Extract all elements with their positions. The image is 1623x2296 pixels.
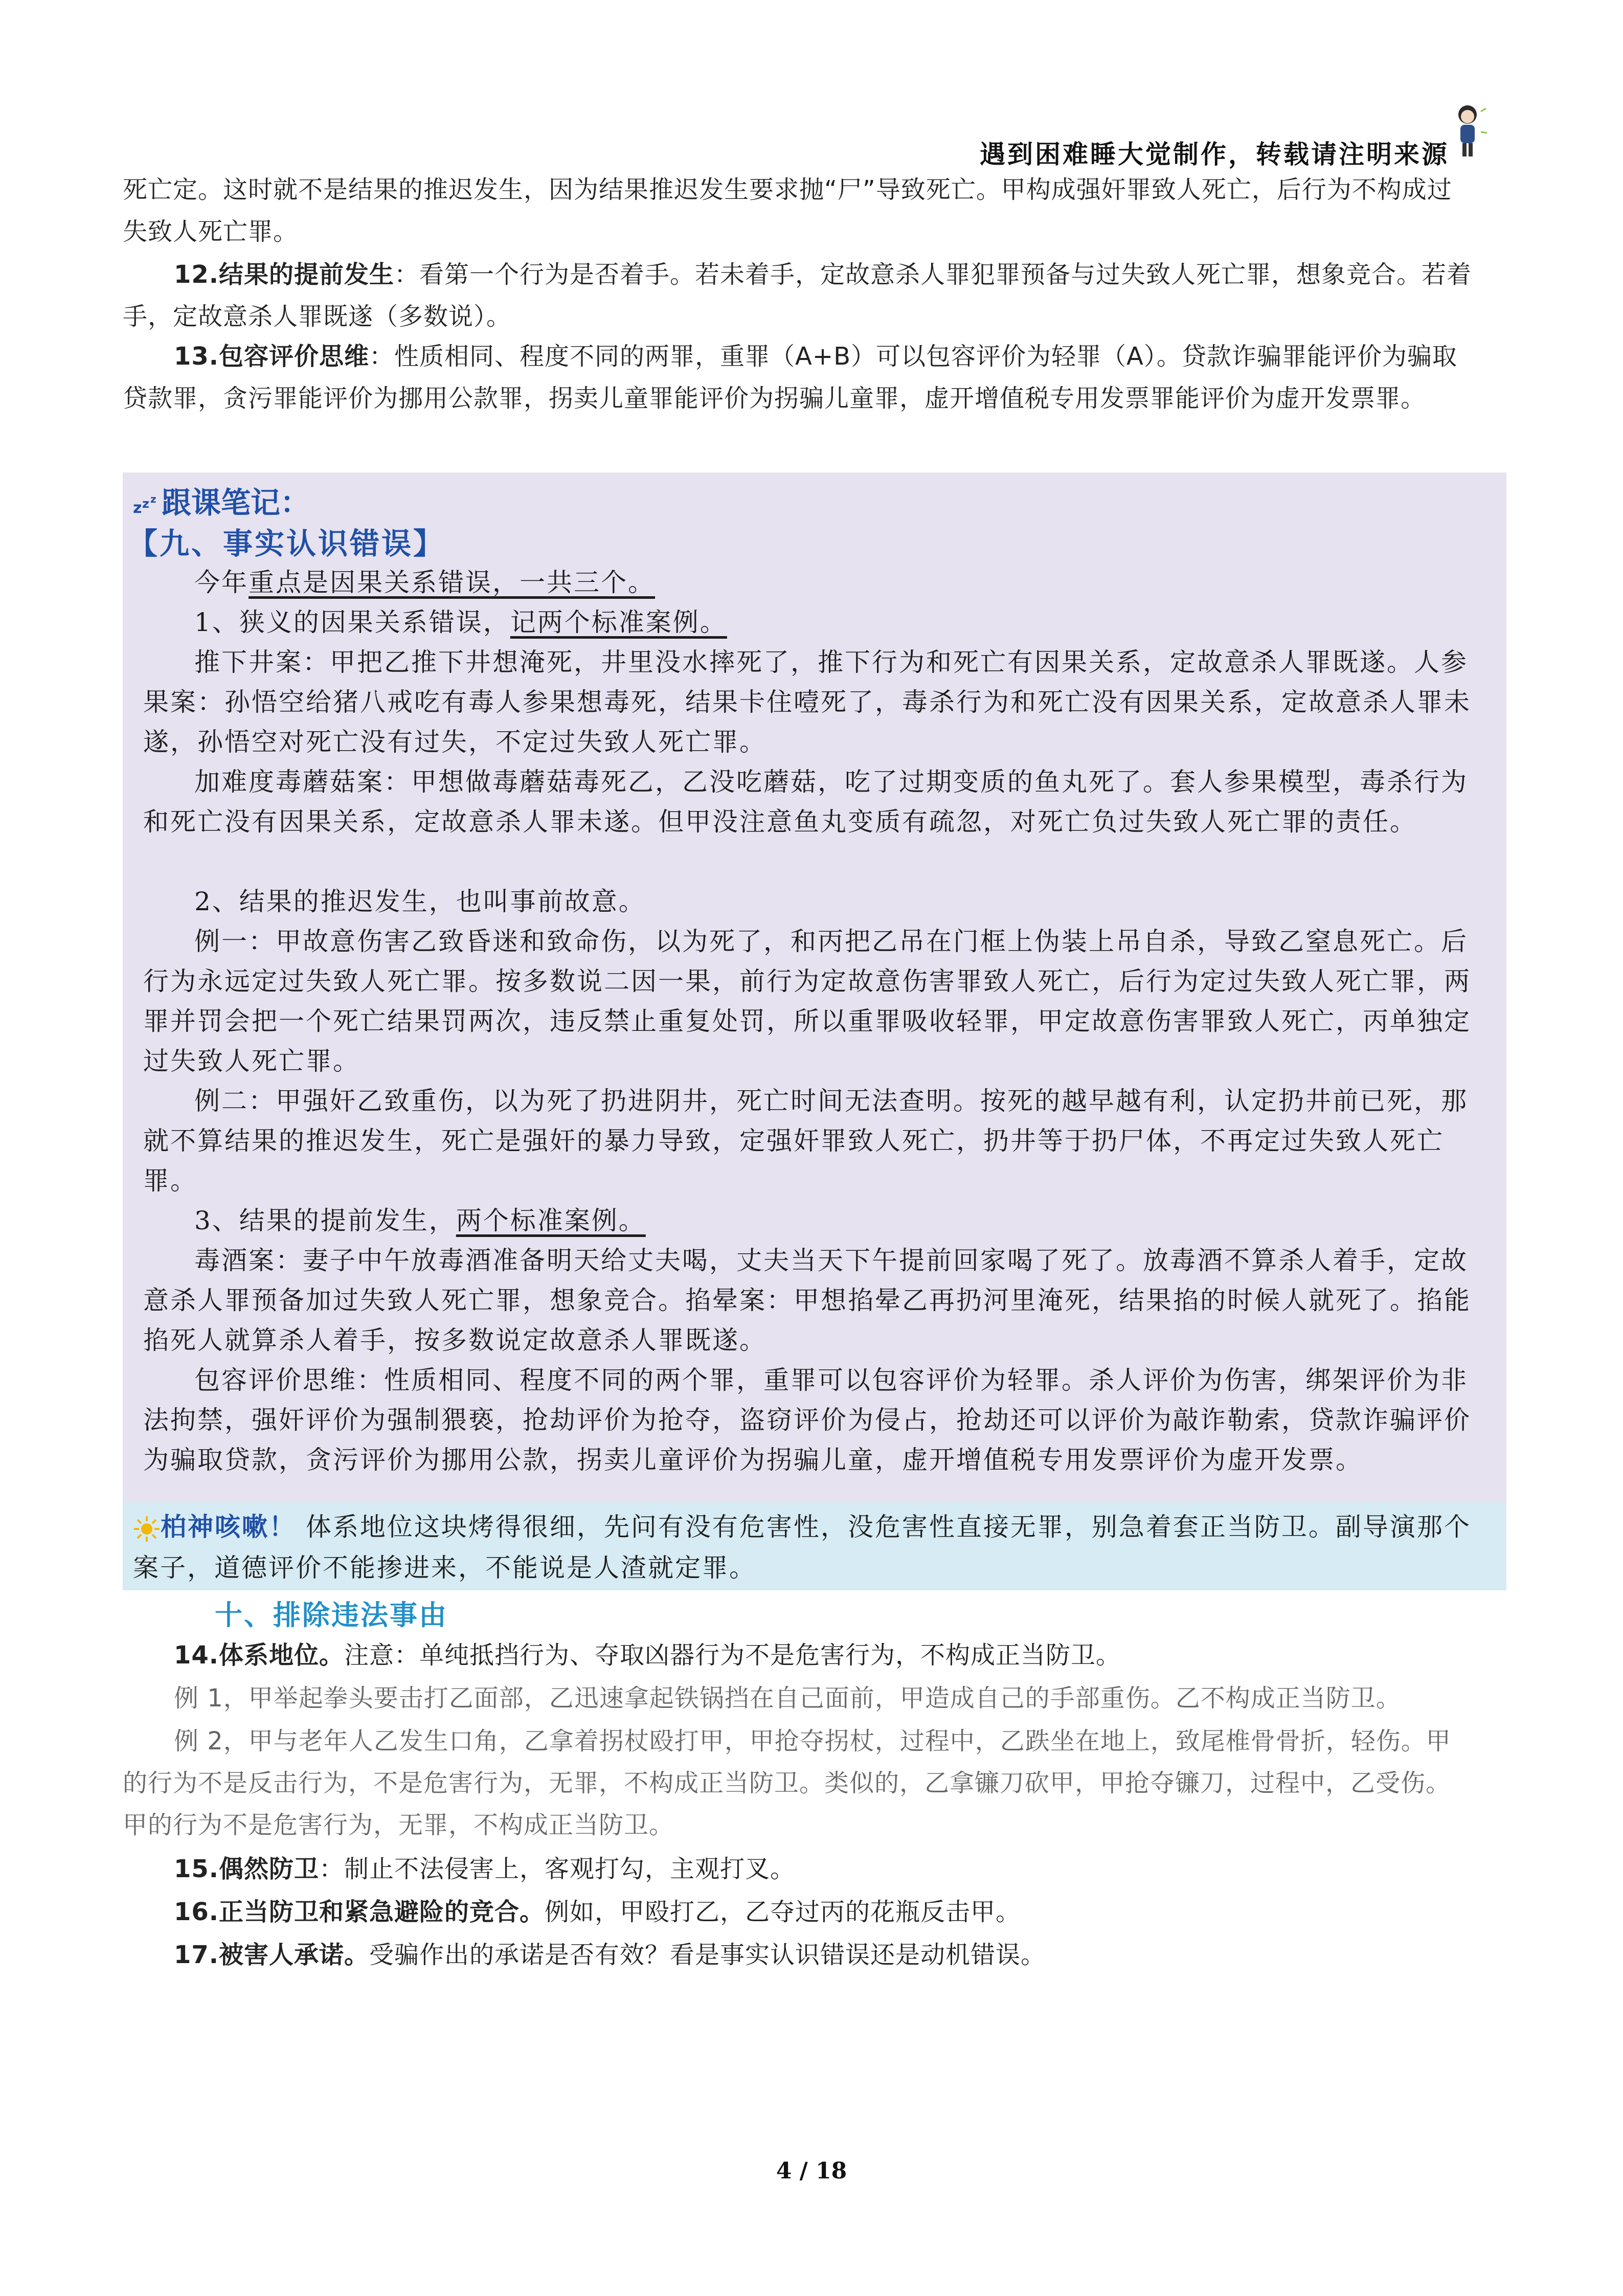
- paragraph-17-title: 17.被害人承诺。: [174, 1941, 370, 1969]
- paragraph-13-body: ：性质相同、程度不同的两罪，重罪（A+B）可以包容评价为轻罪（A）。贷款诈骗罪能评价为骗取贷款罪，贪污罪能评价为挪用公款罪，拐卖儿童罪能评价为拐骗儿童罪，虚开增值税专用发票罪能评价为虚开发票罪。: [123, 342, 1457, 413]
- notes-line-2-underlined: 记两个标准案例。: [510, 607, 727, 637]
- notes-line-8-underlined: 两个标准案例。: [456, 1206, 646, 1235]
- paragraph-14-title: 14.体系地位。: [174, 1641, 345, 1670]
- notes-line-1-underlined: 重点是因果关系错误，一共三个。: [249, 568, 655, 597]
- paragraph-15: [123, 1848, 1473, 1890]
- paragraph-16-body: 例如，甲殴打乙，乙夺过丙的花瓶反击甲。: [545, 1898, 1021, 1926]
- notes-line-1-pre: 今年: [194, 568, 249, 597]
- notes-line-2: [143, 602, 1473, 642]
- paragraph-15-body: ：制止不法侵害上，客观打勾，主观打叉。: [319, 1855, 796, 1883]
- example-2: 例 2，甲与老年人乙发生口角，乙拿着拐杖殴打甲，甲抢夺拐杖，过程中，乙跌坐在地上，致尾椎骨骨折，轻伤。甲的行为不是反击行为，不是危害行为，无罪，不构成正当防卫。类似的，乙拿镰刀砍甲，甲抢夺镰刀，过程中，乙受伤。甲的行为不是危害行为，无罪，不构成正当防卫。: [123, 1727, 1451, 1839]
- example-1: 例 1，甲举起拳头要击打乙面部，乙迅速拿起铁锅挡在自己面前，甲造成自己的手部重伤。乙不构成正当防卫。: [174, 1684, 1401, 1713]
- notes-para-dujiu: 毒酒案：妻子中午放毒酒准备明天给丈夫喝，丈夫当天下午提前回家喝了死了。放毒酒不算杀人着手，定故意杀人罪预备加过失致人死亡罪，想象竞合。掐晕案：甲想掐晕乙再扔河里淹死，结果掐的时候人就死了。掐能掐死人就算杀人着手，按多数说定故意杀人罪既遂。: [143, 1246, 1471, 1355]
- paragraph-17: [123, 1934, 1473, 1976]
- svg-text:z: z: [142, 497, 149, 511]
- notes-line-8-pre: 3、结果的提前发生，: [194, 1206, 456, 1235]
- section-10-heading: 十、排除违法事由: [215, 1599, 448, 1631]
- page-number: 4 / 18: [776, 2158, 847, 2184]
- notes-line-5: 2、结果的推迟发生，也叫事前故意。: [194, 887, 646, 916]
- paragraph-12-title: 12.结果的提前发生: [174, 260, 395, 289]
- paragraph-13-title: 13.包容评价思维: [174, 342, 370, 371]
- tip-label: 柏神咳嗽！: [161, 1512, 296, 1542]
- notes-para-dumogu: 加难度毒蘑菇案：甲想做毒蘑菇毒死乙，乙没吃蘑菇，吃了过期变质的鱼丸死了。套人参果模型，毒杀行为和死亡没有因果关系，定故意杀人罪未遂。但甲没注意鱼丸变质有疏忽，对死亡负过失致人死亡罪的责任。: [143, 767, 1468, 837]
- svg-text:z: z: [150, 493, 156, 505]
- tip-body: 体系地位这块烤得很细，先问有没有危害性，没危害性直接无罪，别急着套正当防卫。副导演那个案子，道德评价不能掺进来，不能说是人渣就定罪。: [133, 1512, 1471, 1583]
- notes-title: [133, 479, 310, 522]
- notes-line-8: [143, 1201, 1473, 1241]
- sun-icon: [133, 1515, 161, 1543]
- notes-para-example-1: 例一：甲故意伤害乙致昏迷和致命伤，以为死了，和丙把乙吊在门框上伪装上吊自杀，导致乙窒息死亡。后行为永远定过失致人死亡罪。按多数说二因一果，前行为定故意伤害罪致人死亡，后行为定过失致人死亡罪，两罪并罚会把一个死亡结果罚两次，违反禁止重复处罚，所以重罪吸收轻罪，甲定故意伤害罪致人死亡，丙单独定过失致人死亡罪。: [143, 927, 1471, 1076]
- paragraph-14: [123, 1634, 1473, 1676]
- paragraph-continuation: 死亡定。这时就不是结果的推迟发生，因为结果推迟发生要求抛“尸”导致死亡。甲构成强奸罪致人死亡，后行为不构成过失致人死亡罪。: [123, 175, 1452, 246]
- tip-text: [133, 1506, 1488, 1588]
- svg-text:z: z: [133, 499, 142, 517]
- paragraph-17-body: 受骗作出的承诺是否有效？看是事实认识错误还是动机错误。: [369, 1941, 1046, 1969]
- notes-line-1: [143, 562, 1473, 602]
- notes-title-text: 跟课笔记：: [162, 485, 310, 520]
- notes-line-2-pre: 1、狭义的因果关系错误，: [194, 607, 510, 637]
- paragraph-15-title: 15.偶然防卫: [174, 1855, 320, 1883]
- notes-para-baorong: 包容评价思维：性质相同、程度不同的两个罪，重罪可以包容评价为轻罪。杀人评价为伤害，绑架评价为非法拘禁，强奸评价为强制猥亵，抢劫评价为抢夺，盗窃评价为侵占，抢劫还可以评价为敲诈勒索，贷款诈骗评价为骗取贷款，贪污评价为挪用公款，拐卖儿童评价为拐骗儿童，虚开增值税专用发票评价为虚开发票。: [143, 1365, 1471, 1475]
- paragraph-14-body: 注意：单纯抵挡行为、夺取凶器行为不是危害行为，不构成正当防卫。: [344, 1641, 1121, 1670]
- notes-para-example-2: 例二：甲强奸乙致重伤，以为死了扔进阴井，死亡时间无法查明。按死的越早越有利，认定扔井前已死，那就不算结果的推迟发生，死亡是强奸的暴力导致，定强奸罪致人死亡，扔井等于扔尸体，不再定过失致人死亡罪。: [143, 1086, 1468, 1196]
- paragraph-13: [123, 335, 1473, 419]
- sleepy-girl-icon: [1447, 101, 1488, 163]
- notes-para-tuixiajing: 推下井案：甲把乙推下井想淹死，井里没水摔死了，推下行为和死亡有因果关系，定故意杀人罪既遂。人参果案：孙悟空给猪八戒吃有毒人参果想毒死，结果卡住噎死了，毒杀行为和死亡没有因果关系，定故意杀人罪未遂，孙悟空对死亡没有过失，不定过失致人死亡罪。: [143, 647, 1471, 757]
- zzz-icon: [133, 492, 162, 518]
- paragraph-16-title: 16.正当防卫和紧急避险的竞合。: [174, 1898, 545, 1926]
- notes-heading: 【九、事实认识错误】: [128, 526, 445, 561]
- paragraph-12: [123, 254, 1473, 337]
- paragraph-16: [123, 1891, 1473, 1933]
- header-credit: 遇到困难睡大觉制作，转载请注明来源: [980, 139, 1449, 169]
- paragraph-12-body: ：看第一个行为是否着手。若未着手，定故意杀人罪犯罪预备与过失致人死亡罪，想象竞合。若着手，定故意杀人罪既遂（多数说）。: [123, 260, 1472, 331]
